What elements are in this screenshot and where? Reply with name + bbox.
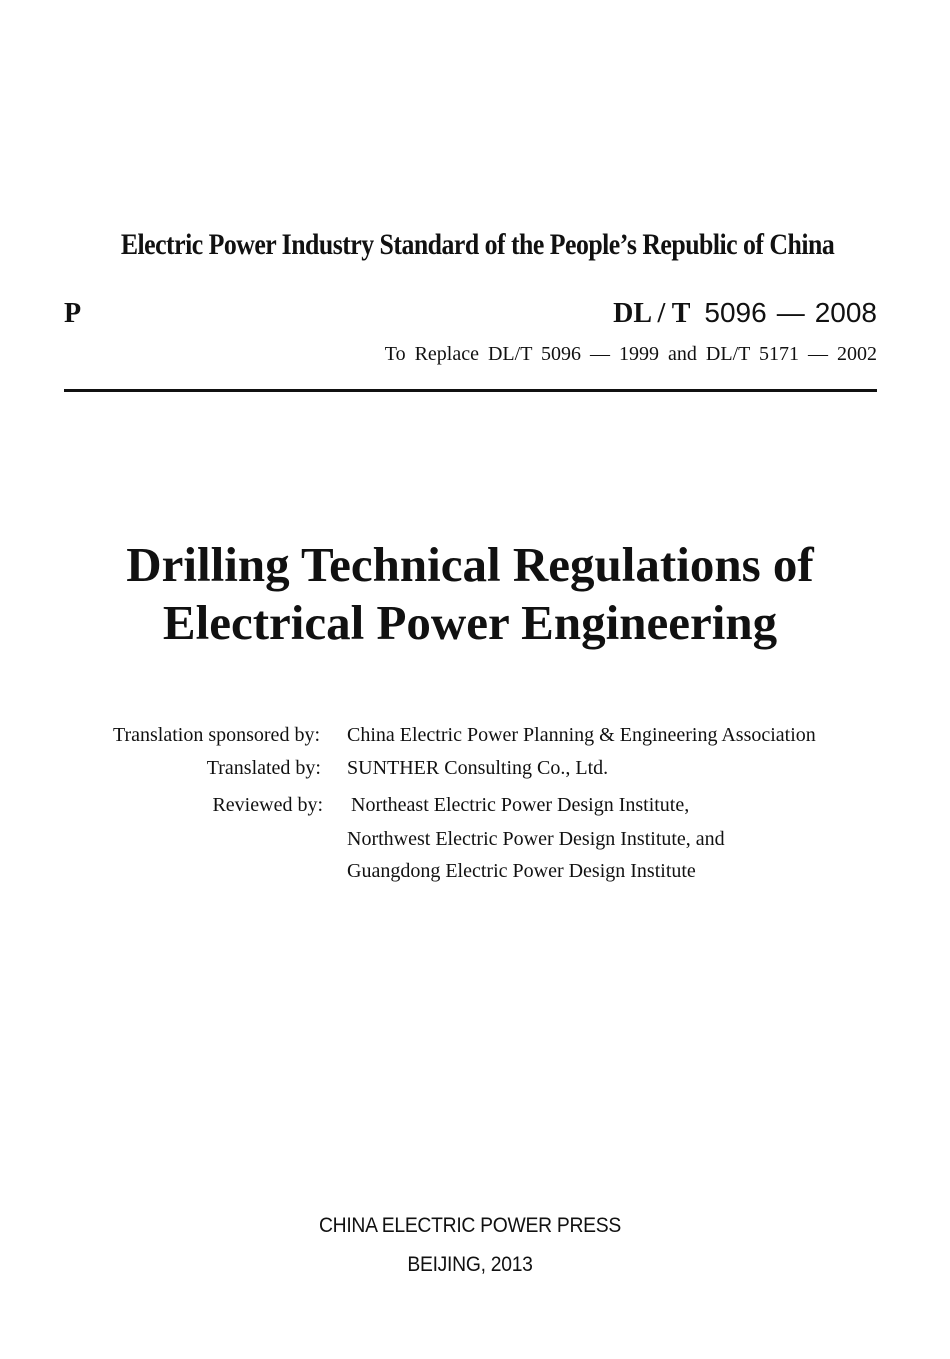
standard-header-title: Electric Power Industry Standard of the People’s Republic of China [120,228,835,261]
header-divider [64,389,877,392]
sponsored-value: China Electric Power Planning & Engineering Association [347,724,816,746]
standard-number [613,297,877,330]
standard-number-dash: — [776,297,805,328]
document-title-line-2: Electrical Power Engineering [162,595,778,650]
sponsored-label: Translation sponsored by: [112,724,320,746]
reviewed-value-1: Northeast Electric Power Design Institute, [351,794,690,816]
standard-number-year: 2008 [814,297,877,328]
translated-label: Translated by: [206,757,321,779]
classification-code: P [64,298,82,329]
document-title-line-1: Drilling Technical Regulations of [126,537,814,592]
translated-value: SUNTHER Consulting Co., Ltd. [347,757,609,779]
publisher-name: CHINA ELECTRIC POWER PRESS [318,1214,621,1237]
publisher-place-year: BEIJING, 2013 [407,1253,533,1276]
standard-number-prefix: DL / T [613,298,691,329]
reviewed-value-3: Guangdong Electric Power Design Institute [347,860,696,882]
standard-number-value: 5096 [704,297,767,328]
reviewed-value-2: Northwest Electric Power Design Institute, and [347,828,725,850]
reviewed-label: Reviewed by: [212,794,323,816]
replaces-line: To Replace DL/T 5096 — 1999 and DL/T 5171 — 2002 [384,343,877,365]
document-title [0,536,940,652]
